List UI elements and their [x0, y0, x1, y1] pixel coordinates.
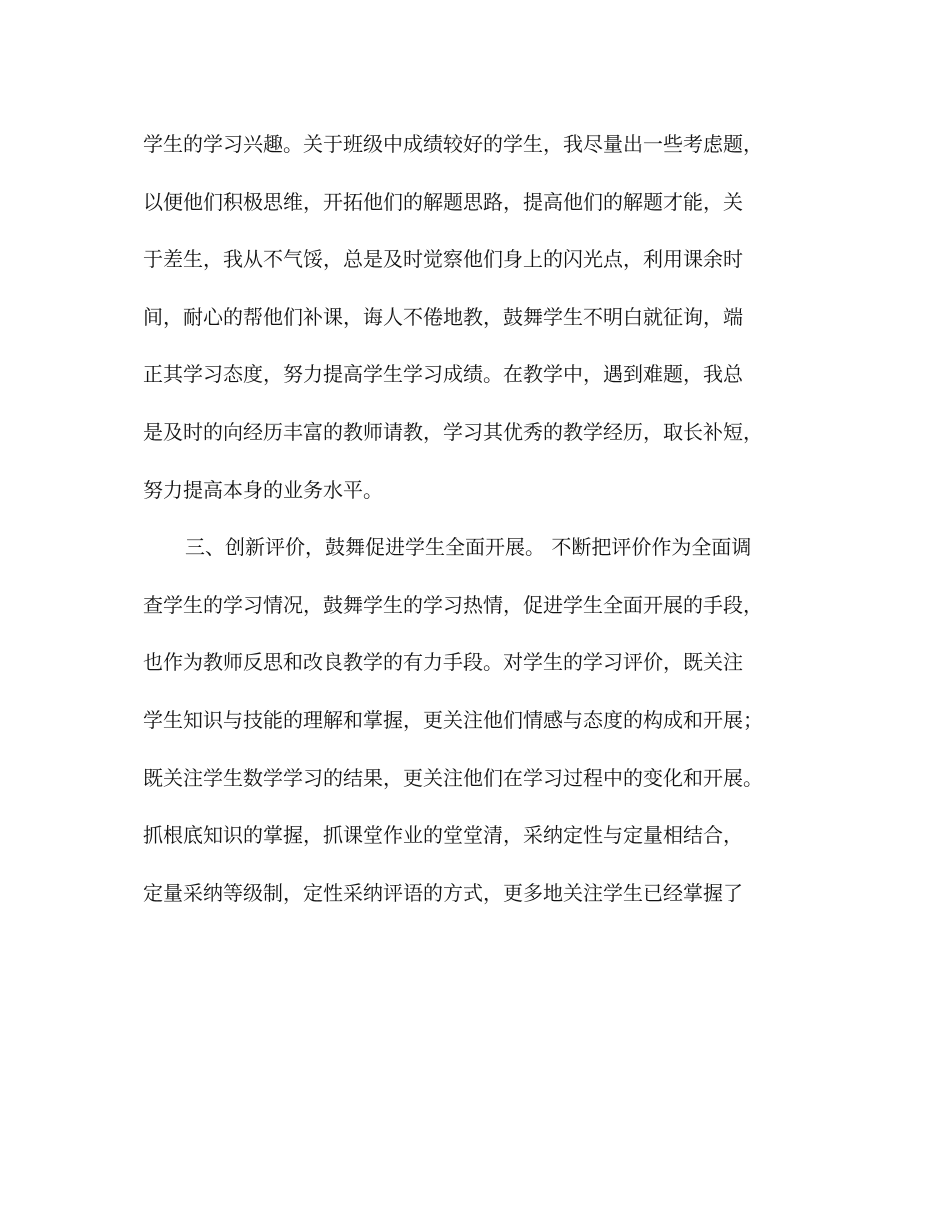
- text-line: 正其学习态度，努力提高学生学习成绩。在教学中，遇到难题，我总: [143, 362, 743, 387]
- text-line: 抓根底知识的掌握，抓课堂作业的堂堂清，采纳定性与定量相结合，: [143, 823, 743, 848]
- text-line: 定量采纳等级制，定性采纳评语的方式，更多地关注学生已经掌握了: [143, 880, 743, 905]
- text-line: 也作为教师反思和改良教学的有力手段。对学生的学习评价，既关注: [143, 650, 743, 675]
- text-line: 努力提高本身的业务水平。: [143, 477, 383, 502]
- text-line: 既关注学生数学学习的结果，更关注他们在学习过程中的变化和开展。: [143, 765, 763, 790]
- text-line: 是及时的向经历丰富的教师请教，学习其优秀的教学经历，取长补短，: [143, 419, 763, 444]
- section-heading-line: 三、创新评价，鼓舞促进学生全面开展。 不断把评价作为全面调: [185, 535, 752, 560]
- text-line: 学生的学习兴趣。关于班级中成绩较好的学生，我尽量出一些考虑题，: [143, 132, 763, 156]
- text-line: 间，耐心的帮他们补课，诲人不倦地教，鼓舞学生不明白就征询，端: [143, 304, 743, 329]
- body-text: [143, 120, 813, 926]
- text-line: 以便他们积极思维，开拓他们的解题思路，提高他们的解题才能，关: [143, 189, 743, 214]
- text-line: 学生知识与技能的理解和掌握，更关注他们情感与态度的构成和开展；: [143, 707, 763, 732]
- text-line: 于差生，我从不气馁，总是及时觉察他们身上的闪光点，利用课余时: [143, 247, 743, 272]
- text-line: 查学生的学习情况，鼓舞学生的学习热情，促进学生全面开展的手段，: [143, 592, 763, 617]
